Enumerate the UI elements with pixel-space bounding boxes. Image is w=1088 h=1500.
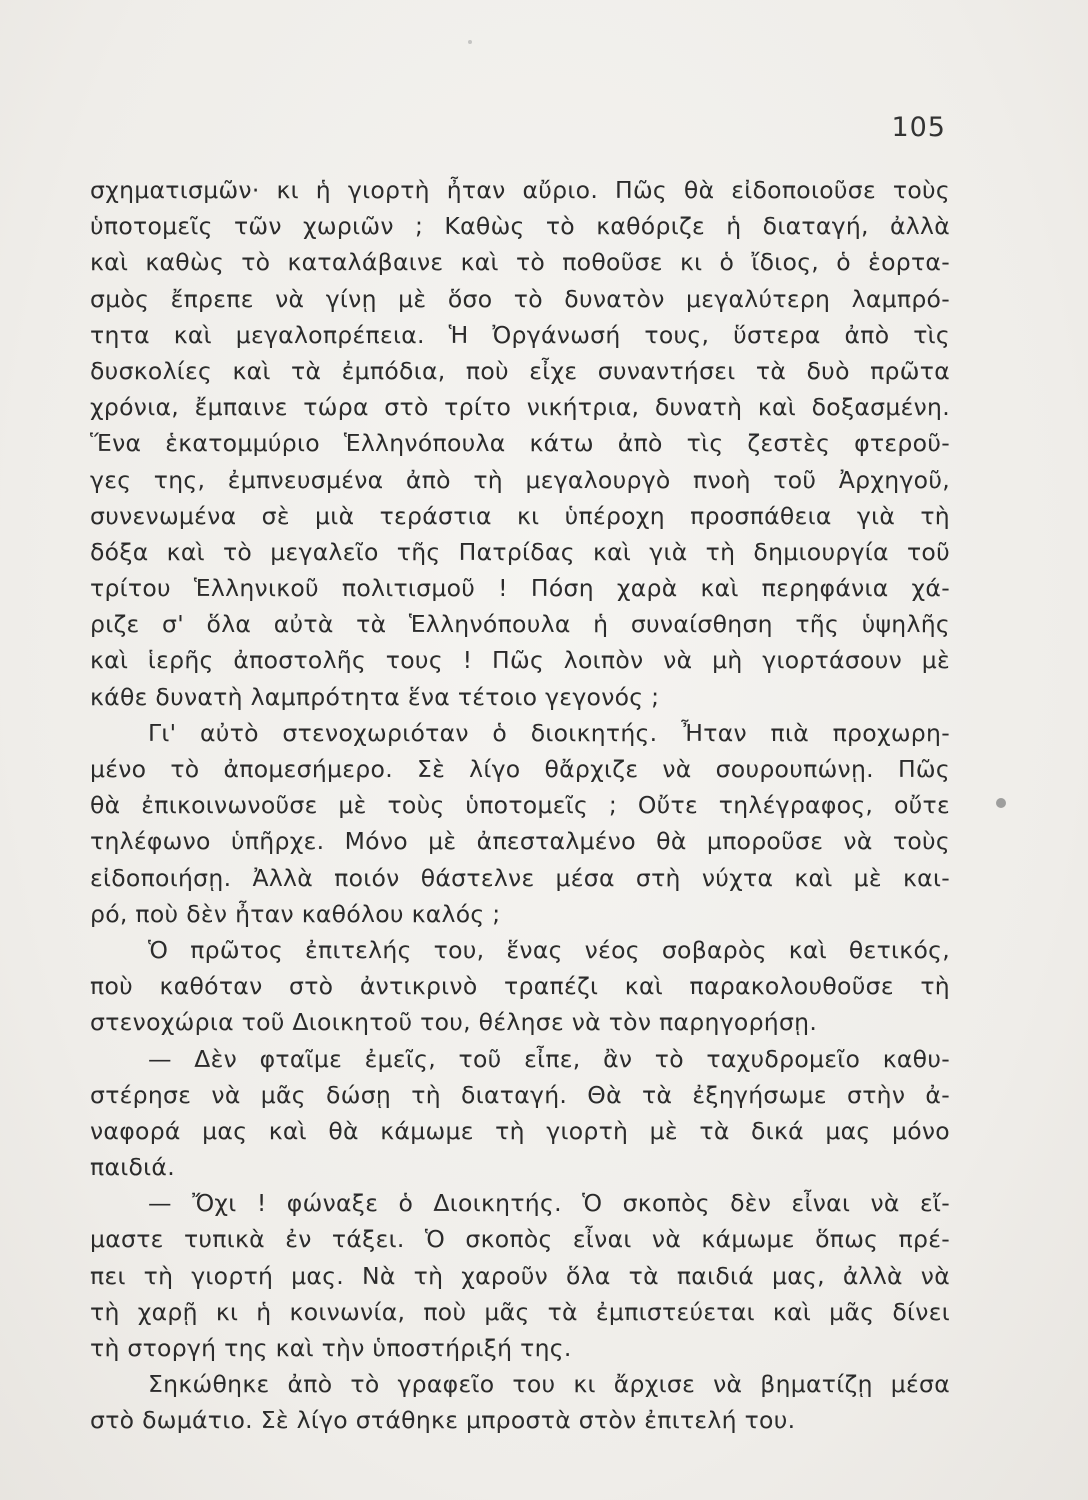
text-line: καὶ ἱερῆς ἀποστολῆς τους ! Πῶς λοιπὸν νὰ μὴ γιορτάσουν μὲ [90,646,950,675]
text-line: θὰ ἐπικοινωνοῦσε μὲ τοὺς ὑποτομεῖς ; Οὔτε τηλέγραφος, οὔτε [90,791,950,820]
text-line: τηλέφωνο ὑπῆρχε. Μόνο μὲ ἀπεσταλμένο θὰ μποροῦσε νὰ τοὺς [90,827,950,856]
text-line: στέρησε νὰ μᾶς δώσῃ τὴ διαταγή. Θὰ τὰ ἐξηγήσωμε στὴν ἀ- [90,1080,950,1109]
text-line: πει τὴ γιορτή μας. Νὰ τὴ χαροῦν ὅλα τὰ παιδιά μας, ἀλλὰ νὰ [90,1261,950,1290]
text-line: εἰδοποιήσῃ. Ἀλλὰ ποιόν θάστελνε μέσα στὴ νύχτα καὶ μὲ και- [90,863,950,892]
text-line: κάθε δυνατὴ λαμπρότητα ἕνα τέτοιο γεγονός ; [90,682,660,711]
text-line: Γι' αὐτὸ στενοχωριόταν ὁ διοικητής. Ἦταν πιὰ προχωρη- [148,718,950,747]
text-line: παιδιά. [90,1153,175,1182]
text-line: Ἕνα ἑκατομμύριο Ἑλληνόπουλα κάτω ἀπὸ τὶς ζεστὲς φτεροῦ- [90,429,950,458]
text-line: μένο τὸ ἀπομεσήμερο. Σὲ λίγο θἄρχιζε νὰ σουρουπώνῃ. Πῶς [90,755,950,783]
text-line: τὴ στοργή της καὶ τὴν ὑποστήριξή της. [90,1334,572,1362]
page-number: 105 [891,112,946,143]
text-body [90,172,950,1439]
text-line: σμὸς ἔπρεπε νὰ γίνῃ μὲ ὅσο τὸ δυνατὸν μεγαλύτερη λαμπρό- [90,284,950,313]
text-line: καὶ καθὼς τὸ καταλάβαινε καὶ τὸ ποθοῦσε κι ὁ ἴδιος, ὁ ἑορτα- [90,248,950,277]
text-line: χρόνια, ἔμπαινε τώρα στὸ τρίτο νικήτρια, δυνατὴ καὶ δοξασμένη. [90,393,950,422]
text-line: γες της, ἐμπνευσμένα ἀπὸ τὴ μεγαλουργὸ πνοὴ τοῦ Ἀρχηγοῦ, [90,465,950,494]
text-line: ριζε σ' ὅλα αὐτὰ τὰ Ἑλληνόπουλα ἡ συναίσθηση τῆς ὑψηλῆς [90,610,950,639]
text-line: τητα καὶ μεγαλοπρέπεια. Ἡ Ὀργάνωσή τους, ὕστερα ἀπὸ τὶς [90,320,950,349]
paper-speck [468,40,472,44]
text-line: — Δὲν φταῖμε ἐμεῖς, τοῦ εἶπε, ἂν τὸ ταχυδρομεῖο καθυ- [148,1044,950,1073]
text-line: συνενωμένα σὲ μιὰ τεράστια κι ὑπέροχη προσπάθεια γιὰ τὴ [90,501,950,530]
text-line: τρίτου Ἑλληνικοῦ πολιτισμοῦ ! Πόση χαρὰ καὶ περηφάνια χά- [90,574,950,603]
text-line: ποὺ καθόταν στὸ ἀντικρινὸ τραπέζι καὶ παρακολουθοῦσε τὴ [90,972,950,1001]
text-line: Σηκώθηκε ἀπὸ τὸ γραφεῖο του κι ἄρχισε νὰ βηματίζῃ μέσα [148,1370,950,1399]
paper-speck [996,798,1006,808]
text-line: ρό, ποὺ δὲν ἦταν καθόλου καλός ; [90,899,501,928]
text-line: σχηματισμῶν· κι ἡ γιορτὴ ἦταν αὔριο. Πῶς θὰ εἰδοποιοῦσε τοὺς [90,176,950,204]
text-line: — Ὄχι ! φώναξε ὁ Διοικητής. Ὁ σκοπὸς δὲν εἶναι νὰ εἴ- [148,1189,950,1218]
text-line: δυσκολίες καὶ τὰ ἐμπόδια, ποὺ εἶχε συναντήσει τὰ δυὸ πρῶτα [90,356,950,385]
text-line: Ὁ πρῶτος ἐπιτελής του, ἕνας νέος σοβαρὸς καὶ θετικός, [148,935,950,964]
text-line: μαστε τυπικὰ ἐν τάξει. Ὁ σκοπὸς εἶναι νὰ κάμωμε ὅπως πρέ- [90,1225,950,1254]
text-line: ναφορά μας καὶ θὰ κάμωμε τὴ γιορτὴ μὲ τὰ δικά μας μόνο [90,1116,950,1145]
text-line: στὸ δωμάτιο. Σὲ λίγο στάθηκε μπροστὰ στὸν ἐπιτελή του. [90,1406,796,1435]
text-line: ὑποτομεῖς τῶν χωριῶν ; Καθὼς τὸ καθόριζε ἡ διαταγή, ἀλλὰ [90,212,950,241]
text-line: δόξα καὶ τὸ μεγαλεῖο τῆς Πατρίδας καὶ γιὰ τὴ δημιουργία τοῦ [90,537,950,566]
text-line: στενοχώρια τοῦ Διοικητοῦ του, θέλησε νὰ τὸν παρηγορήσῃ. [90,1008,818,1037]
text-line: τὴ χαρῇ κι ἡ κοινωνία, ποὺ μᾶς τὰ ἐμπιστεύεται καὶ μᾶς δίνει [90,1297,950,1326]
